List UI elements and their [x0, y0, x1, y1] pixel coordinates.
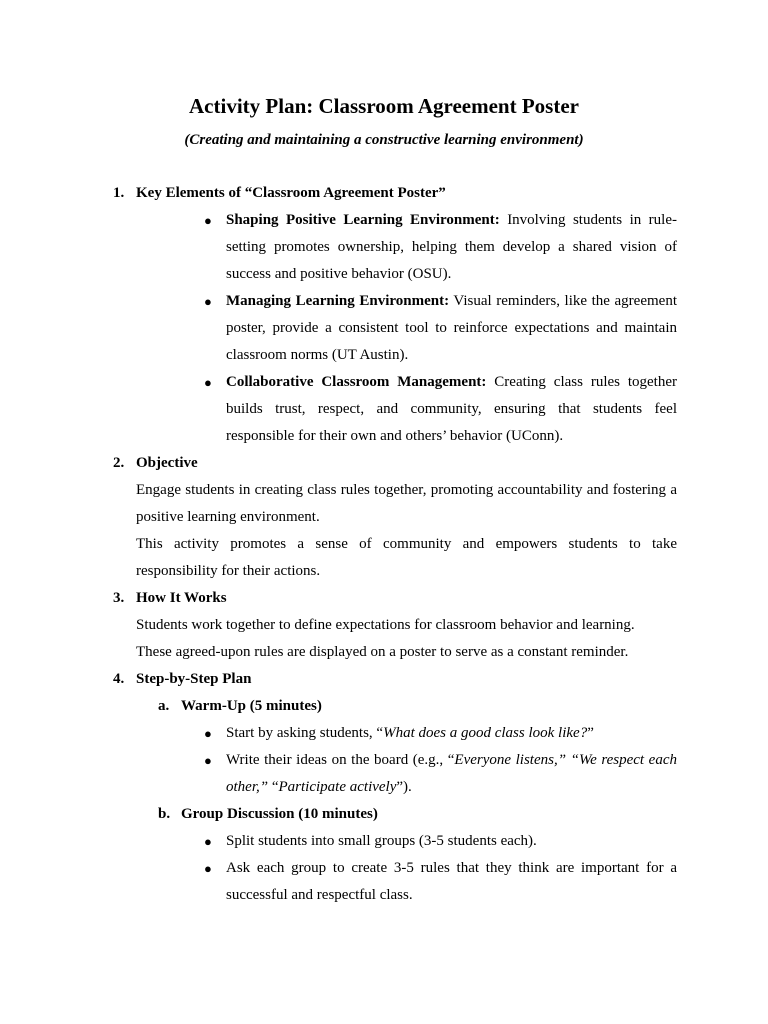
- section-heading: Step-by-Step Plan: [136, 671, 252, 687]
- bullet-dot: ●: [204, 726, 212, 741]
- step-heading: Group Discussion (10 minutes): [181, 806, 378, 822]
- bullet-text: Start by asking students, “: [226, 725, 384, 741]
- bullet-quote: What does a good class look like?: [383, 725, 588, 741]
- bullet-text: Visual reminders, like the agreement poster, provide a consistent tool to reinforce expectations and maintain classroom norms (UT Austin).: [226, 293, 677, 363]
- section-heading: Objective: [136, 455, 198, 471]
- step-heading: Warm-Up (5 minutes): [181, 698, 322, 714]
- bullet-item: [204, 288, 677, 369]
- bullet-list: [0, 207, 768, 450]
- bullet-quote: Participate actively: [278, 779, 397, 795]
- bullet-text: Creating class rules together builds trust, respect, and community, ensuring that students feel responsible for their own and others’ behavior (UConn).: [226, 374, 677, 444]
- section-objective: [0, 450, 768, 585]
- bullet-text: Write their ideas on the board (e.g., “: [226, 752, 455, 768]
- section-key-elements: [0, 180, 768, 450]
- bullet-item: [204, 855, 677, 909]
- bullet-text: Split students into small groups (3-5 students each).: [226, 833, 537, 849]
- bullet-dot: ●: [204, 294, 212, 309]
- bullet-label: Managing Learning Environment:: [226, 293, 450, 309]
- paragraph: Students work together to define expectations for classroom behavior and learning.: [136, 617, 635, 633]
- bullet-text: ”: [587, 725, 594, 741]
- bullet-dot: ●: [204, 834, 212, 849]
- bullet-item: [204, 747, 677, 801]
- bullet-dot: ●: [204, 375, 212, 390]
- bullet-label: Collaborative Classroom Management:: [226, 374, 487, 390]
- bullet-item: [204, 720, 677, 747]
- bullet-item: [204, 369, 677, 450]
- bullet-list: [0, 828, 768, 909]
- section-how-it-works: [0, 585, 768, 666]
- paragraph: These agreed-upon rules are displayed on a poster to serve as a constant reminder.: [136, 644, 629, 660]
- step-warm-up: [0, 693, 768, 801]
- section-number: 1.: [113, 185, 125, 201]
- section-heading: Key Elements of “Classroom Agreement Poster”: [136, 185, 446, 201]
- step-group-discussion: [0, 801, 768, 909]
- bullet-text: Ask each group to create 3-5 rules that they think are important for a successful and respectful class.: [226, 860, 677, 903]
- step-label: a.: [158, 698, 170, 714]
- bullet-dot: ●: [204, 861, 212, 876]
- page-title: Activity Plan: Classroom Agreement Poster: [189, 94, 579, 118]
- section-number: 2.: [113, 455, 125, 471]
- section-number: 4.: [113, 671, 125, 687]
- bullet-item: [204, 828, 677, 855]
- paragraph: Engage students in creating class rules together, promoting accountability and fostering a positive learning environment.: [136, 482, 677, 525]
- bullet-quote: Everyone listens,” “We respect each other,”: [226, 752, 677, 795]
- bullet-text: Involving students in rule-setting promotes ownership, helping them develop a shared vision of success and positive behavior (OSU).: [226, 212, 677, 282]
- bullet-label: Shaping Positive Learning Environment:: [226, 212, 500, 228]
- step-label: b.: [158, 806, 171, 822]
- bullet-dot: ●: [204, 213, 212, 228]
- bullet-text: “: [268, 779, 279, 795]
- bullet-list: [0, 720, 768, 801]
- bullet-item: [204, 207, 677, 288]
- page-subtitle: (Creating and maintaining a constructive learning environment): [184, 132, 584, 148]
- bullet-text: ”).: [396, 779, 412, 795]
- paragraph: This activity promotes a sense of community and empowers students to take responsibility for their actions.: [136, 536, 677, 579]
- section-step-by-step: [0, 666, 768, 909]
- bullet-dot: ●: [204, 753, 212, 768]
- section-heading: How It Works: [136, 590, 227, 606]
- section-number: 3.: [113, 590, 125, 606]
- document-body: [0, 180, 768, 909]
